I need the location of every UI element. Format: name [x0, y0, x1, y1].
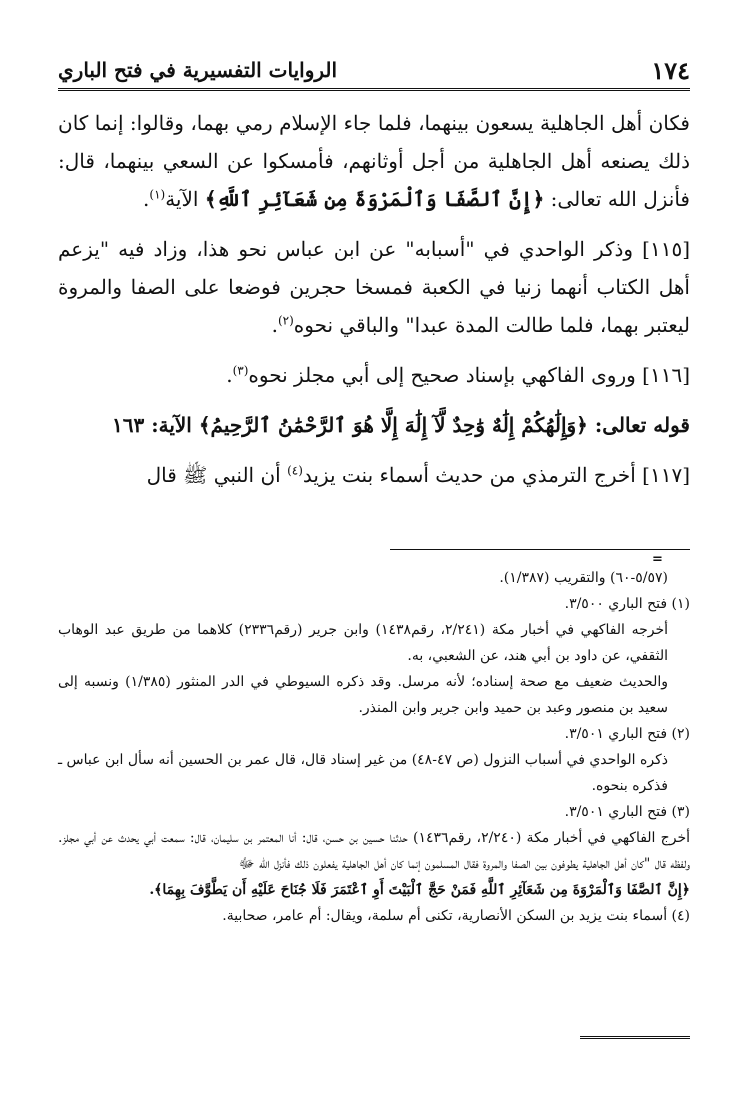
footnote-2-head: (٢) فتح الباري ٣/٥٠١. [564, 726, 690, 742]
paragraph-115-text: وذكر الواحدي في "أسبابه" عن ابن عباس نحو هذا، وزاد فيه "يزعم أهل الكتاب أنهما زنيا في الكعبة فمسخا حجرين فوضعا على الصفا والمروة ليعتبر بهما، فلما طالت المدة عبدا" والباقي نحوه [58, 237, 690, 337]
verse-heading-tail: الآية: ١٦٣ [112, 413, 199, 437]
footnote-separator [390, 549, 690, 550]
footnote-4: (٤) أسماء بنت يزيد بن السكن الأنصارية، تكنى أم سلمة، ويقال: أم عامر، صحابية. [222, 908, 690, 924]
footnote-1-note: والحديث ضعيف مع صحة إسناده؛ لأنه مرسل. وقد ذكره السيوطي في الدر المنثور (١/٣٨٥) ونسبه إلى سعيد بن منصور وعبد بن حميد وابن جرير وابن المنذر. [58, 674, 668, 716]
narration-number: [١١٥] [642, 237, 690, 261]
narration-number: [١١٦] [642, 363, 690, 387]
footnote-ref-2[interactable]: (٢) [277, 313, 294, 328]
paragraph-1-tail: الآية [165, 187, 205, 211]
header-rule [58, 88, 690, 91]
footnote-continued: (٥/٥٧-٦٠) والتقريب (١/٣٨٧). [499, 570, 668, 586]
narration-number: [١١٧] [642, 463, 690, 487]
footnote-ref-4[interactable]: (٤) [287, 463, 303, 478]
paragraph-1-end: . [143, 187, 150, 211]
main-text [58, 104, 690, 494]
paragraph-1 [58, 104, 690, 218]
page-header [58, 56, 690, 88]
footnote-ref-1[interactable]: (١) [149, 187, 166, 202]
page-number: ١٧٤ [651, 56, 690, 85]
continuation-mark: = [652, 552, 663, 567]
quran-verse: ﴿إِنَّ ٱلصَّفَا وَٱلْمَرْوَةَ مِن شَعَآئِرِ ٱللَّهِ﴾ [204, 187, 545, 211]
paragraph-116 [58, 356, 690, 394]
paragraph-116-end: . [226, 363, 233, 387]
verse-heading [58, 406, 690, 444]
paragraph-117 [58, 456, 690, 494]
paragraph-115 [58, 230, 690, 344]
running-title: الروايات التفسيرية في فتح الباري [58, 58, 338, 82]
paragraph-116-text: وروى الفاكهي بإسناد صحيح إلى أبي مجلز نحوه [248, 363, 643, 387]
footnote-3-verse: ﴿إِنَّ ٱلصَّفَا وَٱلْمَرْوَةَ مِن شَعَآئِرِ ٱللَّهِ فَمَنْ حَجَّ ٱلْبَيْتَ أَوِ ٱعْتَمَرَ فَلَا جُنَاحَ عَلَيْهِ أَن يَطَّوَّفَ بِهِمَا﴾. [149, 882, 690, 898]
paragraph-117-text: أخرج الترمذي من حديث أسماء بنت يزيد [302, 463, 643, 487]
footnote-2-body: ذكره الواحدي في أسباب النزول (ص ٤٧-٤٨) من غير إسناد قال، قال عمر بن الحسين أنه سأل ابن عباس ـ فذكره بنحوه. [58, 752, 668, 794]
bottom-rule [580, 1036, 690, 1039]
footnote-3-head: (٣) فتح الباري ٣/٥٠١. [564, 804, 690, 820]
footnote-1-body: أخرجه الفاكهي في أخبار مكة (٢/٢٤١، رقم١٤٣٨) وابن جرير (رقم٢٣٣٦) كلاهما من طريق عبد الوهاب الثقفي، عن داود بن أبي هند، عن الشعبي، به. [58, 622, 668, 664]
verse-heading-verse: ﴿وَإِلَٰهُكُمْ إِلَٰهٌ وَٰحِدٌ لَّآ إِلَٰهَ إِلَّا هُوَ ٱلرَّحْمَٰنُ ٱلرَّحِيمُ﴾ [198, 413, 588, 437]
paragraph-1-text: فكان أهل الجاهلية يسعون بينهما، فلما جاء الإسلام رمي بهما، وقالوا: إنما كان ذلك يصنعه أهل الجاهلية من أجل أوثانهم، فأمسكوا عن السعي بينهما، قال: فأنزل الله تعالى: [58, 111, 690, 211]
paragraph-117-tail: أن النبي ﷺ قال [146, 463, 288, 487]
footnote-1-head: (١) فتح الباري ٣/٥٠٠. [564, 596, 690, 612]
paragraph-115-end: . [271, 313, 278, 337]
verse-heading-lead: قوله تعالى: [587, 413, 690, 437]
footnotes [58, 565, 690, 929]
footnote-3-body: أخرج الفاكهي في أخبار مكة (٢/٢٤٠، رقم١٤٣٦) حدثنا حسين بن حسن، قال: أنا المعتمر بن سليمان، قال: سمعت أبي يحدث عن أبي مجلز. ولفظه قال "كان أهل الجاهلية يطوفون بين الصفا والمروة فقال المسلمون إنما كان أهل الجاهلية يفعلون ذلك فأنزل الله ﷻ [58, 830, 690, 872]
footnote-ref-3[interactable]: (٣) [232, 363, 249, 378]
